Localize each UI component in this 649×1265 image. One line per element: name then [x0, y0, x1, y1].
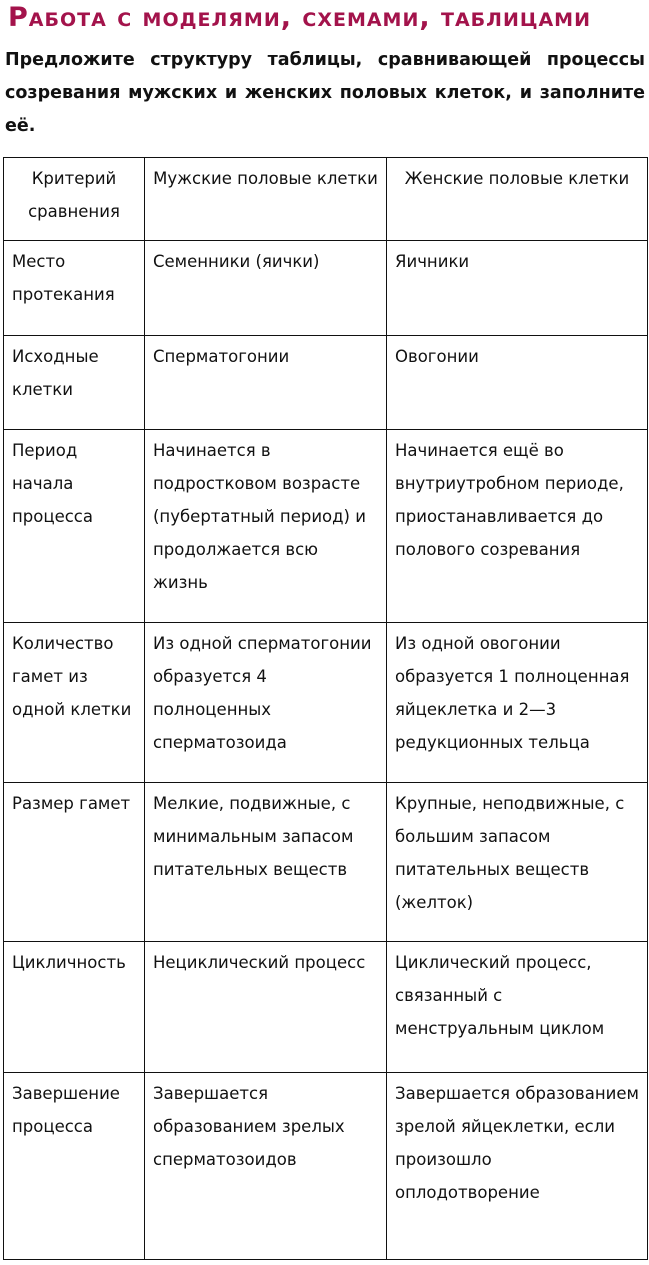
table-row: [4, 942, 648, 1073]
table-row: [4, 783, 648, 942]
task-text: Предложите структуру таблицы, сравнивающей процессы созревания мужских и женских половых клеток, и заполните её.: [5, 50, 645, 136]
criterion-cell: Цикличность: [4, 942, 145, 1073]
female-cell: Крупные, неподвижные, с большим запасом питательных веществ (желток): [387, 783, 648, 942]
table-row: [4, 241, 648, 336]
criterion-cell: Завершение процесса: [4, 1073, 145, 1260]
criterion-cell: Количество гамет из одной клетки: [4, 623, 145, 783]
male-cell: Семенники (яички): [145, 241, 387, 336]
female-cell: Начинается ещё во внутриутробном периоде, приостанавливается до полового созревания: [387, 430, 648, 623]
female-cell: Завершается образованием зрелой яйцеклетки, если произошло оплодотворение: [387, 1073, 648, 1260]
criterion-cell: Исходные клетки: [4, 336, 145, 430]
male-cell: Мелкие, подвижные, с минимальным запасом питательных веществ: [145, 783, 387, 942]
table-row: [4, 1073, 648, 1260]
male-cell: Начинается в подростковом возрасте (пубертатный период) и продолжается всю жизнь: [145, 430, 387, 623]
table-row: [4, 336, 648, 430]
header-female: Женские половые клетки: [387, 158, 648, 241]
comparison-table: [3, 157, 648, 1260]
table-row: [4, 623, 648, 783]
female-cell: Из одной овогонии образуется 1 полноценная яйцеклетка и 2—3 редукционных тельца: [387, 623, 648, 783]
criterion-cell: Период начала процесса: [4, 430, 145, 623]
female-cell: Овогонии: [387, 336, 648, 430]
criterion-cell: Размер гамет: [4, 783, 145, 942]
male-cell: Завершается образованием зрелых сперматозоидов: [145, 1073, 387, 1260]
female-cell: Яичники: [387, 241, 648, 336]
male-cell: Нециклический процесс: [145, 942, 387, 1073]
table-header-row: [4, 158, 648, 241]
male-cell: Из одной сперматогонии образуется 4 полноценных сперматозоида: [145, 623, 387, 783]
section-title: Работа с моделями, схемами, таблицами: [8, 2, 591, 33]
table-row: [4, 430, 648, 623]
female-cell: Циклический процесс, связанный с менструальным циклом: [387, 942, 648, 1073]
header-male: Мужские половые клетки: [145, 158, 387, 241]
criterion-cell: Место протекания: [4, 241, 145, 336]
header-criterion: Критерий сравнения: [4, 158, 145, 241]
male-cell: Сперматогонии: [145, 336, 387, 430]
